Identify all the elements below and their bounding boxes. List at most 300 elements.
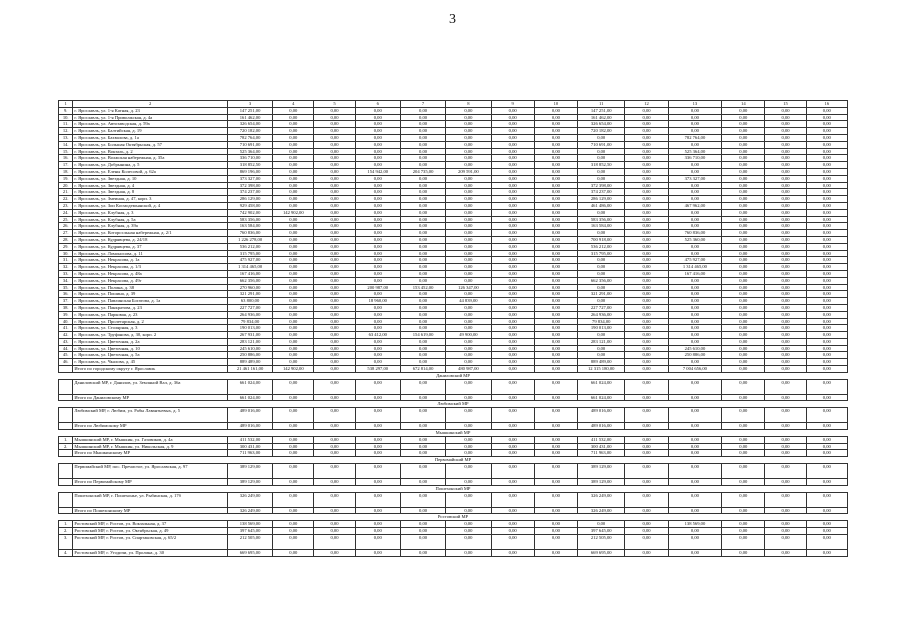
section-header-row bbox=[59, 372, 848, 379]
table-cell: 0,00 bbox=[806, 345, 847, 352]
table-cell: 0,00 bbox=[806, 443, 847, 450]
table-cell: 0,00 bbox=[446, 189, 491, 196]
table-cell: 283 121,00 bbox=[227, 338, 272, 345]
table-cell: 0,00 bbox=[491, 128, 534, 135]
table-cell: 0,00 bbox=[273, 284, 314, 291]
table-cell: 190 013,00 bbox=[227, 325, 272, 332]
table-cell: 0,00 bbox=[806, 359, 847, 366]
table-cell: 0,00 bbox=[400, 479, 445, 486]
table-cell bbox=[59, 394, 73, 401]
table-cell bbox=[59, 450, 73, 457]
table-cell: 0,00 bbox=[625, 408, 668, 423]
table-cell: 0,00 bbox=[722, 243, 765, 250]
table-cell: Даниловский МР bbox=[59, 372, 848, 379]
table-cell: 0,00 bbox=[491, 423, 534, 430]
table-cell: 0,00 bbox=[273, 243, 314, 250]
table-cell: 0,00 bbox=[722, 464, 765, 479]
table-cell: 41. bbox=[59, 325, 73, 332]
table-cell: 0,00 bbox=[446, 359, 491, 366]
table-cell: 0,00 bbox=[668, 223, 722, 230]
table-cell: 0,00 bbox=[722, 345, 765, 352]
table-cell: 0,00 bbox=[765, 304, 806, 311]
table-cell: г. Ярославль, ул. Цветочная, д. 5а bbox=[73, 352, 228, 359]
table-cell: 0,00 bbox=[722, 284, 765, 291]
table-cell: 0,00 bbox=[314, 168, 355, 175]
table-cell: 0,00 bbox=[578, 168, 625, 175]
table-cell: 0,00 bbox=[534, 549, 577, 556]
table-cell: 0,00 bbox=[314, 121, 355, 128]
table-cell: 0,00 bbox=[534, 379, 577, 394]
table-cell: 0,00 bbox=[400, 182, 445, 189]
table-row bbox=[59, 318, 848, 325]
table-cell: 161 462,00 bbox=[227, 114, 272, 121]
table-cell: 0,00 bbox=[806, 332, 847, 339]
table-row bbox=[59, 175, 848, 182]
table-cell: 0,00 bbox=[668, 298, 722, 305]
table-cell: 0,00 bbox=[534, 223, 577, 230]
table-cell: 4. bbox=[59, 549, 73, 556]
table-row bbox=[59, 114, 848, 121]
table-cell: 0,00 bbox=[668, 450, 722, 457]
table-cell: 720 182,00 bbox=[578, 128, 625, 135]
table-cell: 700 918,00 bbox=[578, 236, 625, 243]
table-cell: 0,00 bbox=[355, 230, 400, 237]
table-cell: 0,00 bbox=[625, 121, 668, 128]
table-cell: 0,00 bbox=[534, 318, 577, 325]
table-cell: 0,00 bbox=[491, 408, 534, 423]
table-cell: 0,00 bbox=[491, 107, 534, 114]
table-cell: 0,00 bbox=[355, 379, 400, 394]
table-cell: 0,00 bbox=[273, 423, 314, 430]
table-cell: 0,00 bbox=[668, 250, 722, 257]
table-cell: 782 764,00 bbox=[668, 134, 722, 141]
table-cell: 0,00 bbox=[806, 298, 847, 305]
table-cell: 49 900,00 bbox=[446, 332, 491, 339]
table-cell: 0,00 bbox=[355, 134, 400, 141]
table-cell: 0,00 bbox=[491, 450, 534, 457]
table-cell: 21. bbox=[59, 189, 73, 196]
table-cell: 264 936,00 bbox=[578, 311, 625, 318]
table-cell: 22. bbox=[59, 196, 73, 203]
table-cell: 0,00 bbox=[446, 450, 491, 457]
table-cell: 0,00 bbox=[491, 148, 534, 155]
table-cell: 0,00 bbox=[355, 223, 400, 230]
table-cell: 0,00 bbox=[400, 528, 445, 535]
table-cell: 389 129,00 bbox=[227, 479, 272, 486]
table-cell: 0,00 bbox=[765, 379, 806, 394]
table-cell: 0,00 bbox=[765, 114, 806, 121]
table-row bbox=[59, 291, 848, 298]
table-cell: 0,00 bbox=[722, 236, 765, 243]
table-cell: 0,00 bbox=[578, 284, 625, 291]
table-cell: 0,00 bbox=[722, 182, 765, 189]
table-cell: 389 129,00 bbox=[578, 464, 625, 479]
table-cell: 0,00 bbox=[534, 257, 577, 264]
table-cell: 0,00 bbox=[314, 284, 355, 291]
table-cell: 15 bbox=[765, 101, 806, 108]
table-cell: 0,00 bbox=[765, 250, 806, 257]
table-cell: 0,00 bbox=[722, 209, 765, 216]
table-cell: 0,00 bbox=[355, 479, 400, 486]
table-cell: 0,00 bbox=[668, 284, 722, 291]
table-cell: 0,00 bbox=[534, 304, 577, 311]
table-cell: 0,00 bbox=[534, 162, 577, 169]
table-cell: 0,00 bbox=[355, 216, 400, 223]
table-cell: 0,00 bbox=[446, 318, 491, 325]
table-cell: 250 886,00 bbox=[227, 352, 272, 359]
table-cell: 0,00 bbox=[491, 236, 534, 243]
table-cell: 23. bbox=[59, 202, 73, 209]
table-cell: 0,00 bbox=[273, 298, 314, 305]
table-cell: 3. bbox=[59, 534, 73, 549]
table-cell: 4 bbox=[273, 101, 314, 108]
table-cell: 0,00 bbox=[491, 298, 534, 305]
table-cell: 0,00 bbox=[722, 311, 765, 318]
table-cell: 28. bbox=[59, 236, 73, 243]
table-cell: 0,00 bbox=[314, 107, 355, 114]
table-cell: 37. bbox=[59, 298, 73, 305]
table-cell: 0,00 bbox=[491, 284, 534, 291]
table-cell: г. Ярославль, ул. Зои Космодемьянской, д. 4 bbox=[73, 202, 228, 209]
table-cell: 0,00 bbox=[355, 202, 400, 209]
table-cell: Итого по Пошехонскому МР bbox=[73, 507, 228, 514]
table-cell: 5 bbox=[314, 101, 355, 108]
table-row bbox=[59, 345, 848, 352]
table-cell: 0,00 bbox=[491, 479, 534, 486]
table-cell: 0,00 bbox=[722, 443, 765, 450]
table-cell: 26. bbox=[59, 223, 73, 230]
table-cell: 0,00 bbox=[534, 277, 577, 284]
table-cell: 0,00 bbox=[400, 379, 445, 394]
table-cell: 0,00 bbox=[314, 236, 355, 243]
table-row bbox=[59, 182, 848, 189]
table-cell: 0,00 bbox=[491, 352, 534, 359]
table-row bbox=[59, 189, 848, 196]
table-cell: 0,00 bbox=[314, 479, 355, 486]
table-cell: Пошехонский МР, г. Пошехонье, ул. Рыбинская, д. 17б bbox=[73, 492, 228, 507]
table-cell: 1 226 278,00 bbox=[227, 236, 272, 243]
table-cell: 0,00 bbox=[722, 379, 765, 394]
table-cell: 0,00 bbox=[625, 264, 668, 271]
table-cell: 0,00 bbox=[668, 291, 722, 298]
table-cell: 0,00 bbox=[273, 128, 314, 135]
table-cell: 0,00 bbox=[625, 359, 668, 366]
table-cell: 0,00 bbox=[355, 243, 400, 250]
table-cell: 9 bbox=[491, 101, 534, 108]
table-cell: 0,00 bbox=[446, 479, 491, 486]
table-cell: 0,00 bbox=[625, 549, 668, 556]
table-cell: 0,00 bbox=[534, 114, 577, 121]
table-cell: 0,00 bbox=[446, 236, 491, 243]
table-cell: 374 237,00 bbox=[578, 189, 625, 196]
table-cell: 0,00 bbox=[534, 264, 577, 271]
table-cell: 0,00 bbox=[668, 359, 722, 366]
table-cell: г. Ярославль, ул. Звездная, д. 10 bbox=[73, 175, 228, 182]
table-cell: 286 129,00 bbox=[227, 196, 272, 203]
table-cell: 0,00 bbox=[314, 216, 355, 223]
table-cell: 0,00 bbox=[625, 318, 668, 325]
table-cell: 0,00 bbox=[491, 168, 534, 175]
table-cell: 0,00 bbox=[534, 141, 577, 148]
table-row bbox=[59, 230, 848, 237]
table-cell: 0,00 bbox=[314, 270, 355, 277]
table-cell: 126 347,00 bbox=[446, 284, 491, 291]
table-cell: 0,00 bbox=[765, 325, 806, 332]
table-cell: 0,00 bbox=[578, 175, 625, 182]
table-cell: 0,00 bbox=[722, 196, 765, 203]
table-row bbox=[59, 121, 848, 128]
table-cell: 142 902,00 bbox=[273, 366, 314, 373]
table-cell: 0,00 bbox=[446, 338, 491, 345]
table-cell: 0,00 bbox=[534, 196, 577, 203]
table-cell: 0,00 bbox=[765, 277, 806, 284]
table-cell: 0,00 bbox=[806, 134, 847, 141]
table-cell: 0,00 bbox=[314, 114, 355, 121]
table-cell: 0,00 bbox=[491, 534, 534, 549]
table-cell: 536 212,00 bbox=[227, 243, 272, 250]
table-cell: 63 412,00 bbox=[355, 332, 400, 339]
table-cell: 0,00 bbox=[722, 107, 765, 114]
table-row bbox=[59, 464, 848, 479]
table-cell: 475 927,00 bbox=[227, 257, 272, 264]
table-cell: 8 bbox=[446, 101, 491, 108]
table-cell: 0,00 bbox=[625, 443, 668, 450]
table-cell: 0,00 bbox=[400, 423, 445, 430]
table-cell: 18 960,00 bbox=[355, 298, 400, 305]
table-cell: Мышкинский МР, г. Мышкин, ул. Газовиков, д. 4а bbox=[73, 436, 228, 443]
table-cell: 0,00 bbox=[273, 114, 314, 121]
table-cell: 661 024,00 bbox=[227, 394, 272, 401]
table-cell: 0,00 bbox=[273, 450, 314, 457]
table-cell: 0,00 bbox=[446, 311, 491, 318]
table-cell: 32. bbox=[59, 264, 73, 271]
table-cell: 0,00 bbox=[534, 155, 577, 162]
table-cell: 326 654,00 bbox=[578, 121, 625, 128]
table-cell: 869 196,00 bbox=[227, 168, 272, 175]
table-cell: 0,00 bbox=[765, 168, 806, 175]
page-number: 3 bbox=[449, 12, 456, 27]
table-cell: г. Ярославль, ул. Цветочная, д. 2а bbox=[73, 338, 228, 345]
table-row bbox=[59, 298, 848, 305]
table-cell: 0,00 bbox=[491, 338, 534, 345]
table-cell: 0,00 bbox=[400, 549, 445, 556]
table-cell: 0,00 bbox=[400, 223, 445, 230]
table-cell: 0,00 bbox=[722, 479, 765, 486]
table-cell: 0,00 bbox=[806, 311, 847, 318]
table-cell: 0,00 bbox=[314, 352, 355, 359]
table-cell: 0,00 bbox=[273, 464, 314, 479]
table-cell: 0,00 bbox=[765, 236, 806, 243]
table-cell: 0,00 bbox=[314, 549, 355, 556]
table-cell: 0,00 bbox=[765, 408, 806, 423]
table-cell: 0,00 bbox=[806, 338, 847, 345]
table-cell: г. Ярославль, ул. Балтийская, д. 19 bbox=[73, 128, 228, 135]
table-cell: 0,00 bbox=[400, 128, 445, 135]
table-cell: 0,00 bbox=[578, 230, 625, 237]
table-cell: 0,00 bbox=[578, 332, 625, 339]
table-cell: 0,00 bbox=[273, 338, 314, 345]
table-row bbox=[59, 284, 848, 291]
table-cell: 0,00 bbox=[314, 379, 355, 394]
table-cell: 411 532,00 bbox=[578, 436, 625, 443]
table-cell: 0,00 bbox=[273, 182, 314, 189]
table-cell: 0,00 bbox=[625, 394, 668, 401]
table-cell: 0,00 bbox=[314, 366, 355, 373]
table-cell: г. Ярославль, ул. Чкалова, д. 45 bbox=[73, 359, 228, 366]
table-cell: 0,00 bbox=[314, 182, 355, 189]
table-cell: 0,00 bbox=[446, 534, 491, 549]
table-cell: 0,00 bbox=[668, 332, 722, 339]
table-cell: Итого по городскому округу г. Ярославль bbox=[73, 366, 228, 373]
table-cell: 0,00 bbox=[625, 450, 668, 457]
table-cell: 0,00 bbox=[806, 304, 847, 311]
table-cell: 0,00 bbox=[765, 366, 806, 373]
table-cell: 286 129,00 bbox=[578, 196, 625, 203]
table-cell: Любимский МР bbox=[59, 401, 848, 408]
table-cell: 0,00 bbox=[355, 464, 400, 479]
table-header-row bbox=[59, 101, 848, 108]
table-cell: 0,00 bbox=[446, 243, 491, 250]
table-cell: 0,00 bbox=[355, 325, 400, 332]
table-cell: 0,00 bbox=[355, 521, 400, 528]
table-cell: 0,00 bbox=[806, 141, 847, 148]
table-row bbox=[59, 332, 848, 339]
table-cell: 0,00 bbox=[314, 250, 355, 257]
table-cell: 720 182,00 bbox=[227, 128, 272, 135]
table-cell: 36. bbox=[59, 291, 73, 298]
table-cell: 0,00 bbox=[355, 148, 400, 155]
table-cell: 0,00 bbox=[625, 423, 668, 430]
table-cell: Первомайский МР, пос. Пречистое, ул. Ярославская, д. 97 bbox=[73, 464, 228, 479]
table-cell: 0,00 bbox=[722, 223, 765, 230]
table-cell: 20. bbox=[59, 182, 73, 189]
table-cell: 0,00 bbox=[273, 394, 314, 401]
table-cell: 0,00 bbox=[765, 202, 806, 209]
table-cell: 0,00 bbox=[273, 549, 314, 556]
table-cell: 0,00 bbox=[668, 423, 722, 430]
table-cell: 0,00 bbox=[668, 182, 722, 189]
table-cell: Первомайский МР bbox=[59, 457, 848, 464]
table-cell: 0,00 bbox=[722, 128, 765, 135]
table-cell: 0,00 bbox=[668, 311, 722, 318]
table-cell: 0,00 bbox=[806, 168, 847, 175]
table-cell: 0,00 bbox=[355, 549, 400, 556]
table-cell: 0,00 bbox=[314, 148, 355, 155]
table-cell: 0,00 bbox=[273, 291, 314, 298]
table-total-row bbox=[59, 479, 848, 486]
table-row bbox=[59, 270, 848, 277]
table-cell: 0,00 bbox=[355, 423, 400, 430]
table-cell: г. Ярославль, ул. Вокзаль, д. 2 bbox=[73, 148, 228, 155]
table-cell: 0,00 bbox=[625, 230, 668, 237]
table-cell: 0,00 bbox=[314, 230, 355, 237]
table-cell: 0,00 bbox=[355, 304, 400, 311]
table-row bbox=[59, 134, 848, 141]
table-cell: 0,00 bbox=[765, 257, 806, 264]
table-cell: 0,00 bbox=[446, 394, 491, 401]
table-cell: 0,00 bbox=[491, 379, 534, 394]
table-cell: 0,00 bbox=[491, 196, 534, 203]
table-cell: 475 927,00 bbox=[668, 257, 722, 264]
table-cell: 0,00 bbox=[491, 436, 534, 443]
table-cell: 889 489,00 bbox=[578, 359, 625, 366]
table-cell: 0,00 bbox=[400, 209, 445, 216]
table-cell: 0,00 bbox=[578, 148, 625, 155]
table-cell: 0,00 bbox=[722, 216, 765, 223]
table-cell: 0,00 bbox=[806, 155, 847, 162]
table-cell: 0,00 bbox=[273, 155, 314, 162]
table-cell: 0,00 bbox=[491, 114, 534, 121]
table-cell: 0,00 bbox=[446, 257, 491, 264]
table-cell: 661 024,00 bbox=[578, 379, 625, 394]
table-cell: 0,00 bbox=[625, 298, 668, 305]
table-cell: 0,00 bbox=[668, 443, 722, 450]
table-cell: 411 532,00 bbox=[227, 436, 272, 443]
table-cell: 0,00 bbox=[625, 182, 668, 189]
table-cell: 0,00 bbox=[314, 408, 355, 423]
table-cell: 0,00 bbox=[400, 464, 445, 479]
table-cell: 13. bbox=[59, 134, 73, 141]
table-cell: 0,00 bbox=[314, 338, 355, 345]
table-cell: 0,00 bbox=[806, 528, 847, 535]
table-cell: 0,00 bbox=[806, 394, 847, 401]
table-cell: Любимский МР, г. Любим, ул. Рабы Лавантьевых, д. 5 bbox=[73, 408, 228, 423]
table-cell: 0,00 bbox=[534, 479, 577, 486]
table-cell: 0,00 bbox=[491, 182, 534, 189]
table-cell: 389 129,00 bbox=[227, 464, 272, 479]
table-cell: 321 291,00 bbox=[227, 291, 272, 298]
table-cell: 227 727,00 bbox=[227, 304, 272, 311]
table-cell: 0,00 bbox=[668, 277, 722, 284]
table-cell: 0,00 bbox=[722, 507, 765, 514]
table-cell: 0,00 bbox=[491, 189, 534, 196]
table-cell: 0,00 bbox=[806, 325, 847, 332]
table-cell: 326 249,00 bbox=[578, 492, 625, 507]
table-cell: 0,00 bbox=[273, 352, 314, 359]
table-cell: 0,00 bbox=[765, 141, 806, 148]
table-cell: 30. bbox=[59, 250, 73, 257]
table-cell: 0,00 bbox=[722, 189, 765, 196]
table-cell: 0,00 bbox=[491, 528, 534, 535]
table-cell: 0,00 bbox=[578, 521, 625, 528]
table-cell: 12 315 180,00 bbox=[578, 366, 625, 373]
table-cell: 0,00 bbox=[668, 408, 722, 423]
table-cell: 0,00 bbox=[625, 243, 668, 250]
table-cell: 0,00 bbox=[273, 107, 314, 114]
section-header-row bbox=[59, 430, 848, 437]
table-cell: 0,00 bbox=[765, 121, 806, 128]
table-cell: 0,00 bbox=[578, 134, 625, 141]
table-cell: 0,00 bbox=[400, 443, 445, 450]
table-cell: 0,00 bbox=[355, 408, 400, 423]
table-cell: 0,00 bbox=[446, 202, 491, 209]
table-cell: 760 836,00 bbox=[227, 230, 272, 237]
table-cell: 0,00 bbox=[625, 379, 668, 394]
table-cell: 0,00 bbox=[491, 492, 534, 507]
table-cell: 163 584,00 bbox=[227, 223, 272, 230]
table-cell: 0,00 bbox=[765, 464, 806, 479]
table-cell: 0,00 bbox=[625, 250, 668, 257]
table-cell: 372 398,00 bbox=[578, 182, 625, 189]
table-cell: 0,00 bbox=[722, 291, 765, 298]
table-cell: 0,00 bbox=[273, 175, 314, 182]
table-row bbox=[59, 202, 848, 209]
table-cell: 0,00 bbox=[765, 436, 806, 443]
table-cell: 0,00 bbox=[534, 216, 577, 223]
table-cell: 0,00 bbox=[722, 408, 765, 423]
table-cell: 0,00 bbox=[400, 270, 445, 277]
table-cell: 0,00 bbox=[314, 291, 355, 298]
